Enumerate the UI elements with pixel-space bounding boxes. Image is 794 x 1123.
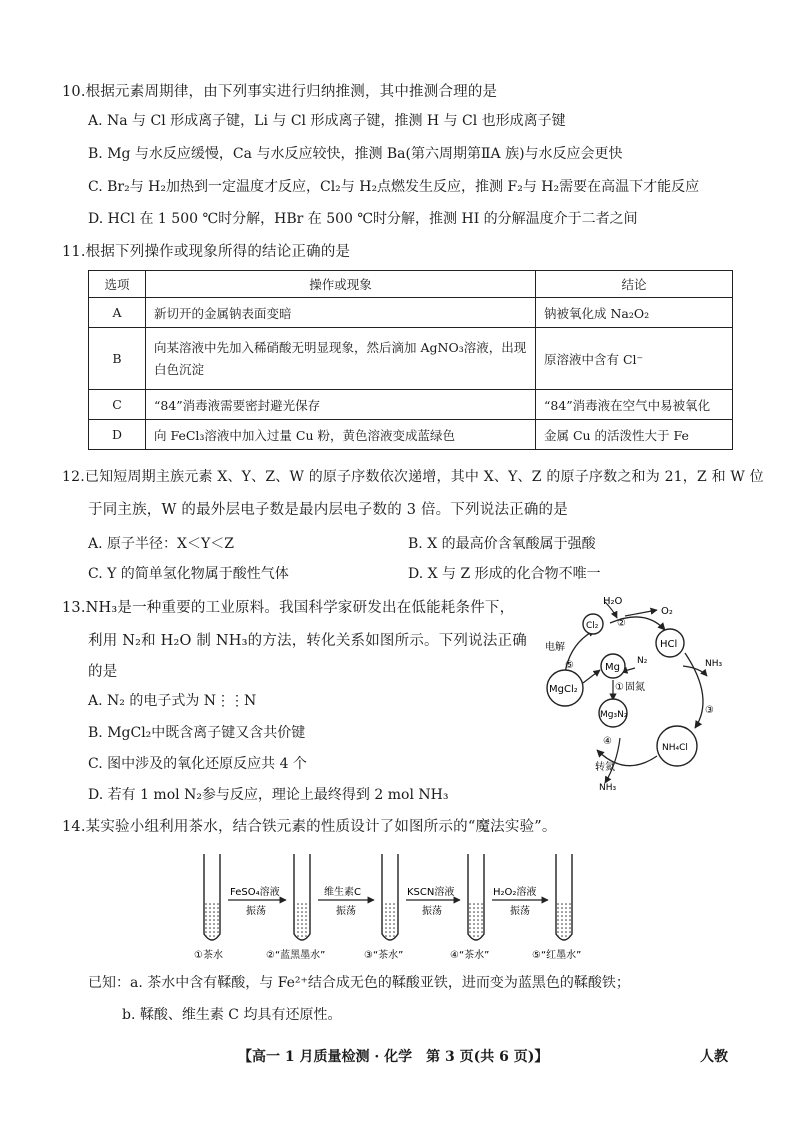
q10-option-a: A. Na 与 Cl 形成离子键，Li 与 Cl 形成离子键，推测 H 与 Cl 也形成离子键 [88, 113, 566, 129]
step-1: ① [615, 682, 624, 693]
table-header-row [89, 271, 733, 298]
row-option: B [89, 328, 146, 390]
tube-label-2: ②“蓝黑墨水” [266, 950, 326, 960]
q13-stem-line2: 利用 N₂和 H₂O 制 NH₃的方法，转化关系如图所示。下列说法正确 [88, 633, 527, 649]
q14-tube-diagram [192, 850, 612, 960]
table-row [89, 298, 733, 328]
q12-option-d: D. X 与 Z 形成的化合物不唯一 [408, 566, 601, 582]
tube-label-3: ③“茶水” [364, 950, 404, 960]
header-option: 选项 [89, 271, 146, 298]
q13-option-c: C. 图中涉及的氧化还原反应共 4 个 [88, 756, 307, 772]
q12-option-a: A. 原子半径：X＜Y＜Z [88, 536, 234, 552]
q14-known-a: 已知：a. 茶水中含有鞣酸，与 Fe²⁺结合成无色的鞣酸亚铁，进而变为蓝黑色的鞣酸铁； [88, 975, 630, 991]
action-3: 振荡 [422, 906, 442, 917]
test-tube-3 [382, 854, 398, 940]
reagent-2: 维生素C [324, 887, 361, 898]
q14-known-b: b. 鞣酸、维生素 C 均具有还原性。 [122, 1007, 342, 1023]
q11-stem: 11.根据下列操作或现象所得的结论正确的是 [62, 244, 351, 260]
step-4: ④ [603, 736, 612, 747]
q10-stem: 10.根据元素周期律，由下列事实进行归纳推测，其中推测合理的是 [62, 84, 498, 100]
label-o2: O₂ [661, 606, 673, 617]
row-operation: 向某溶液中先加入稀硝酸无明显现象，然后滴加 AgNO₃溶液，出现白色沉淀 [146, 328, 536, 390]
q13-option-a: A. N₂ 的电子式为 N⋮⋮N [88, 693, 257, 709]
table-row [89, 420, 733, 450]
step-2: ② [617, 618, 626, 629]
test-tube-4 [468, 854, 484, 940]
q10-option-d: D. HCl 在 1 500 ℃时分解，HBr 在 500 ℃时分解，推测 HI 的分解温度介于二者之间 [88, 211, 638, 227]
q12-stem-line2: 于同主族，W 的最外层电子数是最内层电子数的 3 倍。下列说法正确的是 [88, 502, 568, 518]
reagent-4: H₂O₂溶液 [493, 887, 537, 898]
row-operation: 向 FeCl₃溶液中加入过量 Cu 粉，黄色溶液变成蓝绿色 [146, 420, 536, 450]
q10-option-c: C. Br₂与 H₂加热到一定温度才反应，Cl₂与 H₂点燃发生反应，推测 F₂与 H₂需要在高温下才能反应 [88, 179, 700, 195]
label-hcl: HCl [660, 639, 678, 650]
reagent-1: FeSO₄溶液 [230, 887, 280, 898]
label-nh3-bottom: NH₃ [599, 783, 617, 793]
tube-label-4: ④“茶水” [450, 950, 490, 960]
row-conclusion: 原溶液中含有 Cl⁻ [536, 328, 733, 390]
q13-cycle-diagram [525, 588, 735, 793]
row-conclusion: “84”消毒液在空气中易被氧化 [536, 390, 733, 420]
label-nh3-right: NH₃ [705, 659, 723, 669]
row-option: A [89, 298, 146, 328]
test-tube-1 [204, 854, 220, 940]
q12-option-b: B. X 的最高价含氧酸属于强酸 [408, 536, 596, 552]
step-3: ③ [705, 705, 714, 716]
label-gudan: 固氮 [625, 682, 645, 693]
row-option: D [89, 420, 146, 450]
row-conclusion: 金属 Cu 的活泼性大于 Fe [536, 420, 733, 450]
row-operation: 新切开的金属钠表面变暗 [146, 298, 536, 328]
q11-table [88, 270, 733, 450]
q13-stem-line3: 的是 [88, 664, 118, 680]
reagent-3: KSCN溶液 [407, 887, 455, 898]
tube-label-1: ①茶水 [194, 950, 223, 960]
label-mg: Mg [605, 662, 620, 673]
q13-option-b: B. MgCl₂中既含离子键又含共价键 [88, 725, 306, 741]
tube-label-5: ⑤“红墨水” [532, 950, 582, 960]
q12-option-c: C. Y 的简单氢化物属于酸性气体 [88, 566, 289, 582]
q13-option-d: D. 若有 1 mol N₂参与反应，理论上最终得到 2 mol NH₃ [88, 787, 449, 803]
label-h2o: H₂O [603, 596, 623, 607]
table-row [89, 328, 733, 390]
label-mgcl2: MgCl₂ [549, 684, 578, 695]
label-zhuandan: 转氮 [595, 762, 615, 773]
label-n2: N₂ [637, 656, 648, 666]
step-5: ⑤ [565, 660, 574, 671]
row-option: C [89, 390, 146, 420]
label-cl2: Cl₂ [586, 621, 599, 631]
table-row [89, 390, 733, 420]
label-nh4cl: NH₄Cl [662, 743, 688, 753]
page-footer: 【高一 1 月质量检测 · 化学 第 3 页(共 6 页)】 [238, 1049, 549, 1065]
row-operation: “84”消毒液需要密封避光保存 [146, 390, 536, 420]
label-mg3n2: Mg₃N₂ [600, 710, 628, 720]
label-dianjie: 电解 [545, 642, 565, 653]
row-conclusion: 钠被氧化成 Na₂O₂ [536, 298, 733, 328]
action-2: 振荡 [336, 906, 356, 917]
q13-stem-line1: 13.NH₃是一种重要的工业原料。我国科学家研发出在低能耗条件下， [62, 600, 515, 616]
header-conclusion: 结论 [536, 271, 733, 298]
test-tube-2 [294, 854, 310, 940]
action-4: 振荡 [510, 906, 530, 917]
edition-label: 人教 [700, 1049, 728, 1065]
q10-option-b: B. Mg 与水反应缓慢，Ca 与水反应较快，推测 Ba(第六周期第ⅡA 族)与水反应会更快 [88, 146, 623, 162]
q14-stem: 14.某实验小组利用茶水，结合铁元素的性质设计了如图所示的“魔法实验”。 [62, 819, 557, 835]
action-1: 振荡 [246, 906, 266, 917]
header-operation: 操作或现象 [146, 271, 536, 298]
q12-stem-line1: 12.已知短周期主族元素 X、Y、Z、W 的原子序数依次递增，其中 X、Y、Z 的原子序数之和为 21，Z 和 W 位 [62, 469, 764, 485]
test-tube-5 [556, 854, 572, 940]
